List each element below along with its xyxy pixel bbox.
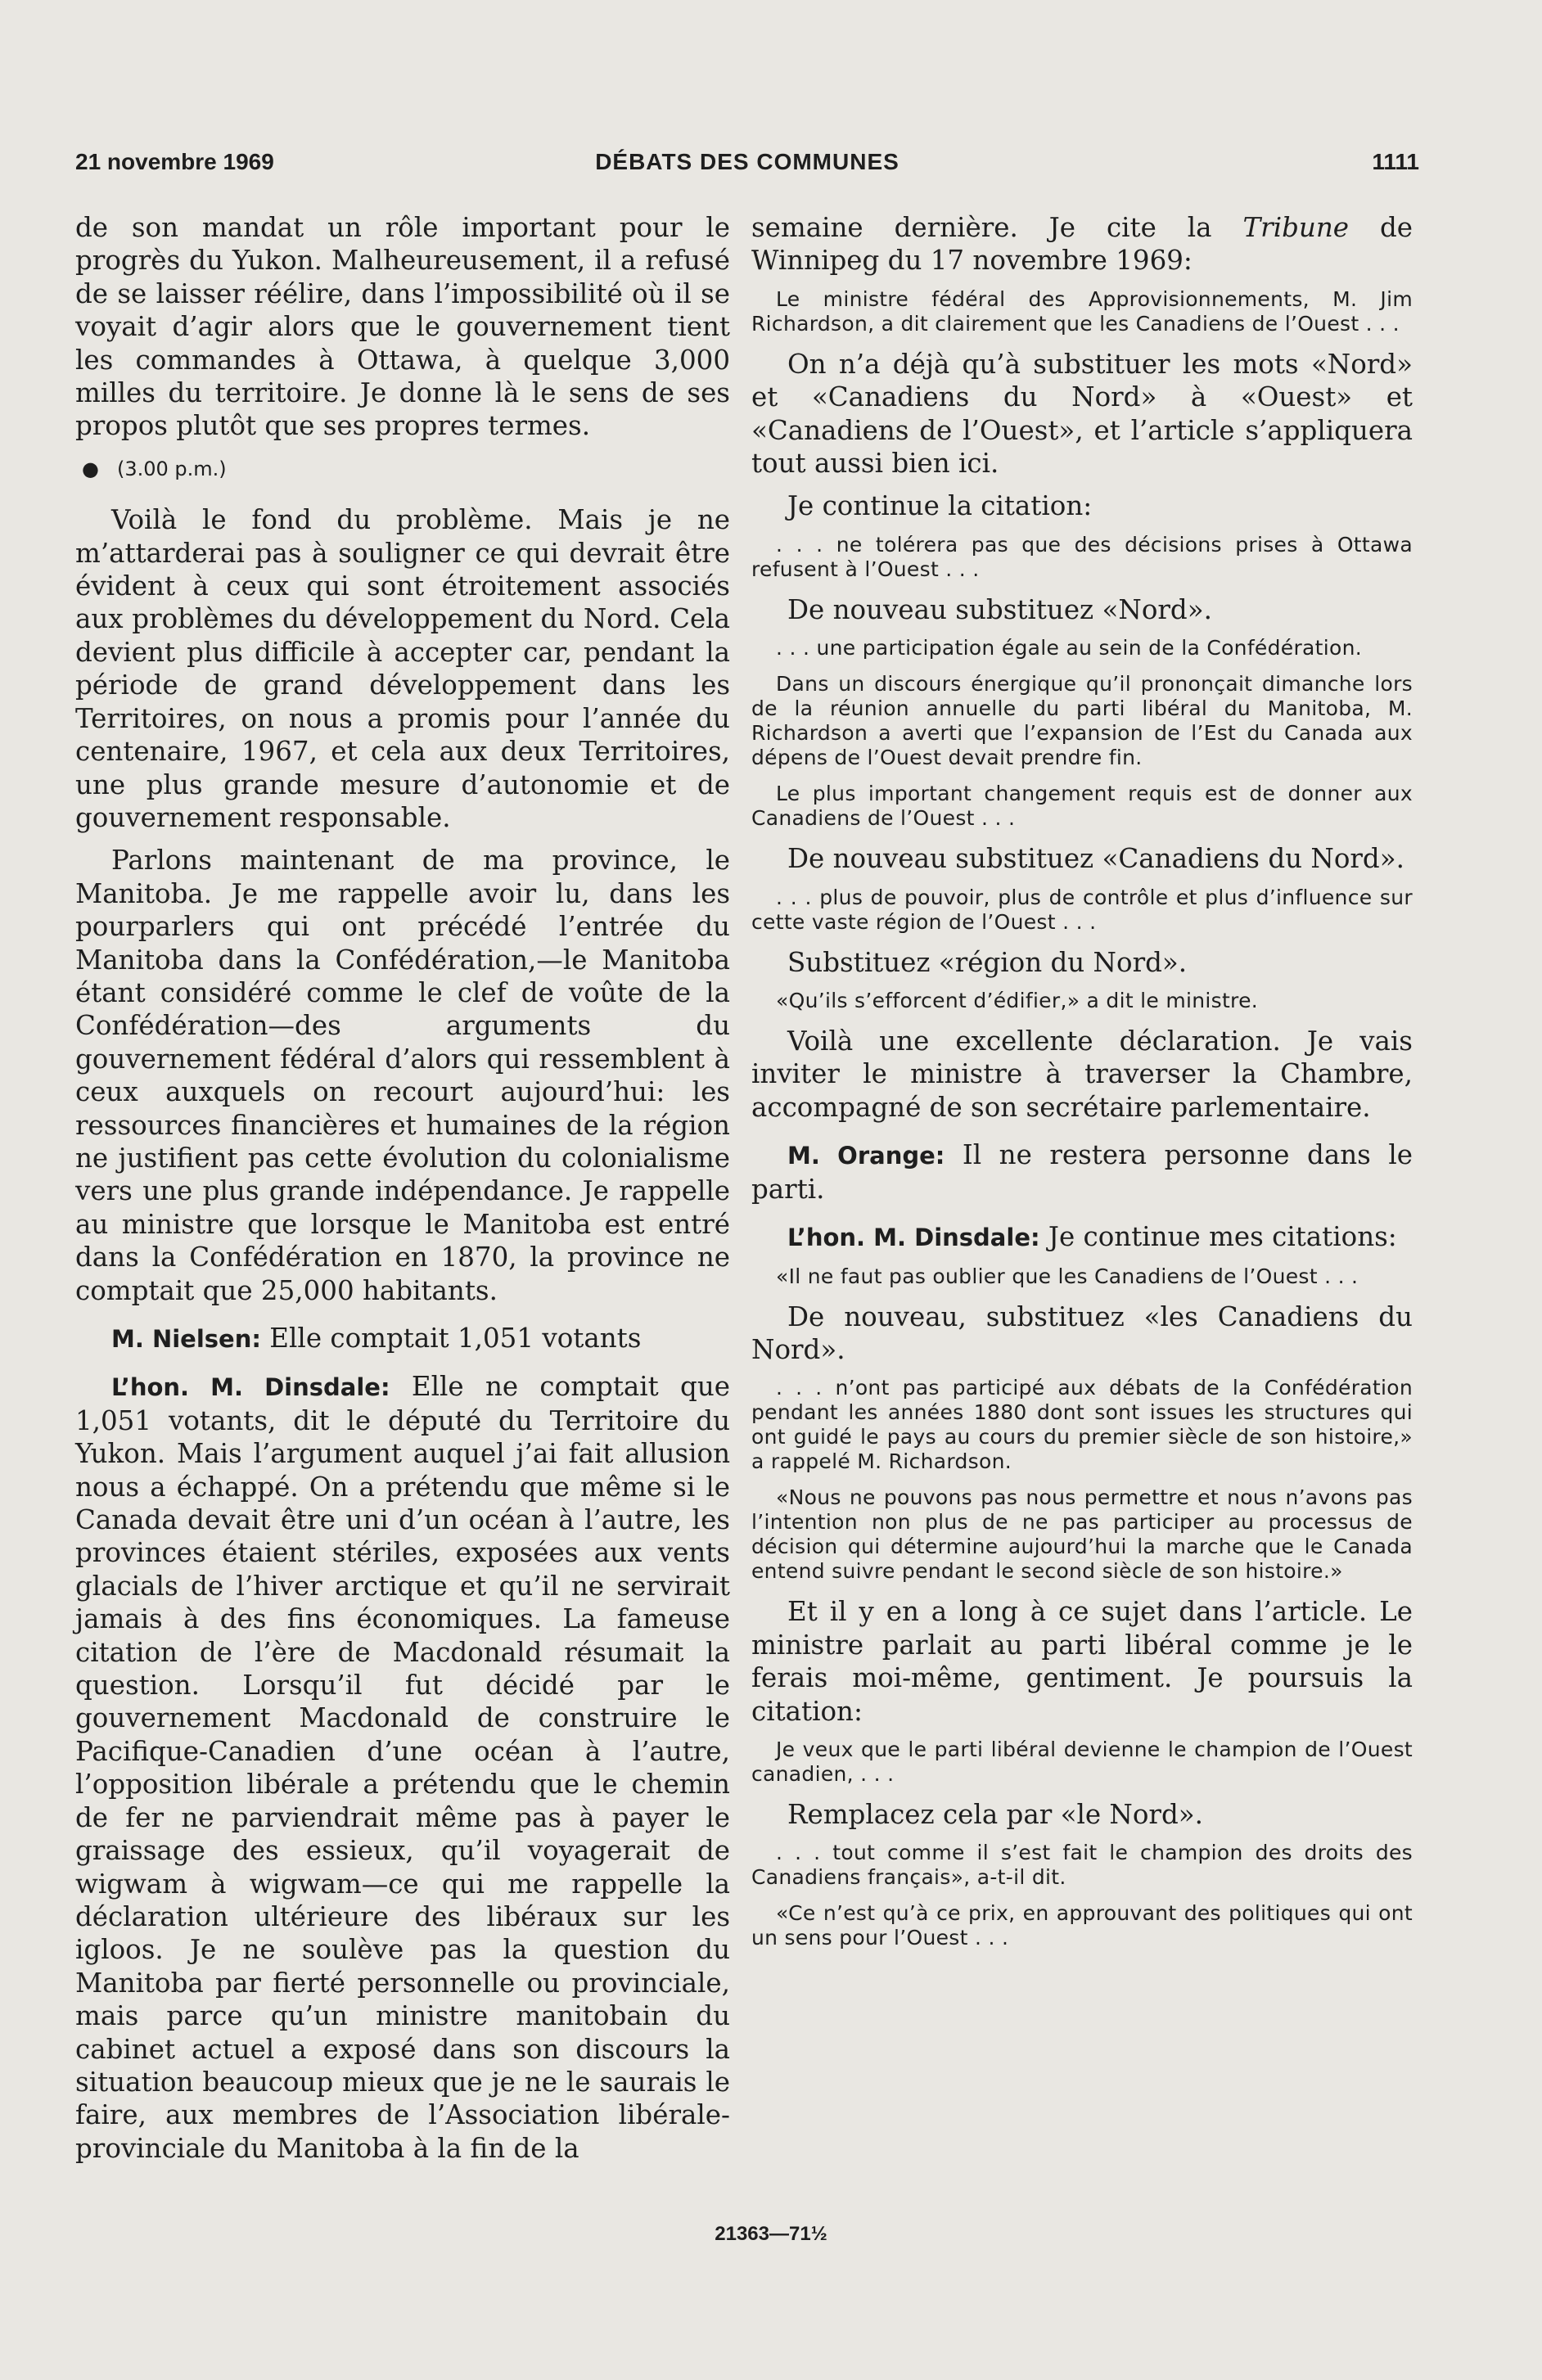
footer-code: 21363—71½ xyxy=(715,2223,827,2245)
quotation: Le plus important changement requis est de donner aux Canadiens de l’Ouest . . . xyxy=(751,782,1413,831)
paragraph: Voilà une excellente déclaration. Je vais inviter le ministre à traverser la Chambre, accompagné de son secrétaire parlementaire. xyxy=(751,1025,1413,1123)
speaker-text: Elle comptait 1,051 votants xyxy=(260,1323,642,1354)
speaker-name: L’hon. M. Dinsdale: xyxy=(787,1224,1040,1252)
paragraph xyxy=(751,211,1413,277)
speaker-paragraph xyxy=(751,1138,1413,1206)
quotation: Dans un discours énergique qu’il prononçait dimanche lors de la réunion annuelle du parti libéral du Manitoba, M. Richardson a averti que l’expansion de l’Est du Canada aux dépens de l’Ouest devait prendre fin. xyxy=(751,672,1413,770)
paragraph: Substituez «région du Nord». xyxy=(787,946,1188,978)
speaker-name: M. Orange: xyxy=(787,1142,945,1170)
left-column xyxy=(75,211,730,2175)
quotation: . . . tout comme il s’est fait le champion des droits des Canadiens français», a-t-il dit. xyxy=(751,1841,1413,1890)
paragraph: Je continue la citation: xyxy=(787,490,1093,522)
quotation: «Nous ne pouvons pas nous permettre et nous n’avons pas l’intention non plus de ne pas participer au processus de décision qui détermine aujourd’hui la marche que le Canada entend suivre pendant le second siècle de son histoire.» xyxy=(751,1485,1413,1584)
paragraph: De nouveau substituez «Canadiens du Nord». xyxy=(787,843,1404,875)
quotation: . . . ne tolérera pas que des décisions prises à Ottawa refusent à l’Ouest . . . xyxy=(751,532,1413,581)
speaker-paragraph xyxy=(75,1322,730,1355)
quotation: . . . n’ont pas participé aux débats de la Confédération pendant les années 1880 dont sont issues les structures qui ont guidé le pays au cours du premier siècle de son histoire,» a rappelé M. Richardson. xyxy=(751,1376,1413,1474)
paragraph: Et il y en a long à ce sujet dans l’article. Le ministre parlait au parti libéral comme je le ferais moi-même, gentiment. Je poursuis la citation: xyxy=(751,1596,1413,1727)
paragraph: De nouveau, substituez «les Canadiens du Nord». xyxy=(751,1300,1413,1365)
paragraph: On n’a déjà qu’à substituer les mots «Nord» et «Canadiens du Nord» à «Ouest» et «Canadiens de l’Ouest», et l’article s’appliquera tout aussi bien ici. xyxy=(751,348,1413,480)
running-head xyxy=(75,149,1419,190)
time-marker-text: (3.00 p.m.) xyxy=(116,457,227,480)
speaker-paragraph xyxy=(75,1370,730,2165)
quotation: Je veux que le parti libéral devienne le champion de l’Ouest canadien, . . . xyxy=(751,1737,1413,1786)
speaker-name: M. Nielsen: xyxy=(111,1325,261,1353)
paragraph: Parlons maintenant de ma province, le Manitoba. Je me rappelle avoir lu, dans les pourparlers qui ont précédé l’entrée du Manitoba dans la Confédération,—le Manitoba étant considéré comme le clef de voûte de la Confédération—des arguments du gouvernement fédéral d’alors qui ressemblent à ceux auxquels on recourt aujourd’hui: les ressources financières et humaines de la région ne justifient pas cette évolution du colonialisme vers une plus grande indépendance. Je rappelle au ministre que lorsque le Manitoba est entré dans la Confédération en 1870, la province ne comptait que 25,000 habitants. xyxy=(75,845,730,1306)
paragraph-text: semaine dernière. Je cite la xyxy=(751,212,1243,243)
paragraph: Remplacez cela par «le Nord». xyxy=(787,1798,1203,1830)
right-column xyxy=(751,211,1413,1962)
speaker-text: Elle ne comptait que 1,051 votants, dit le député du Territoire du Yukon. Mais l’argument auquel j’ai fait allusion nous a échappé. On a prétendu que même si le Canada devait être uni d’un océan à l’autre, les provinces étaient stériles, exposées aux vents glacials de l’hiver arctique et qu’il ne servirait jamais à des fins économiques. La fameuse citation de l’ère de Macdonald résumait la question. Lorsqu’il fut décidé par le gouvernement Macdonald de construire le Pacifique-Canadien d’une océan à l’autre, l’opposition libérale a prétendu que le chemin de fer ne parviendrait même pas à payer le graissage des essieux, qu’il voyagerait de wigwam à wigwam—ce qui me rappelle la déclaration ultérieure des libéraux sur les igloos. Je ne soulève pas la question du Manitoba par fierté personnelle ou provinciale, mais parce qu’un ministre manitobain du cabinet actuel a exposé dans son discours la situation beaucoup mieux que je ne le saurais le faire, aux membres de l’Association libérale-provinciale du Manitoba à la fin de la xyxy=(75,1371,730,2164)
paragraph-text: de Winnipeg du 17 novembre 1969: xyxy=(751,212,1413,277)
speaker-name: L’hon. M. Dinsdale: xyxy=(111,1373,390,1402)
speaker-text: Il ne restera personne dans le parti. xyxy=(751,1139,1413,1205)
header-title: DÉBATS DES COMMUNES xyxy=(595,149,900,174)
header-date: 21 novembre 1969 xyxy=(75,149,274,174)
time-marker xyxy=(75,453,730,485)
quotation: «Qu’ils s’efforcent d’édifier,» a dit le ministre. xyxy=(776,989,1259,1013)
paragraph: De nouveau substituez «Nord». xyxy=(787,593,1212,625)
quotation: «Il ne faut pas oublier que les Canadiens de l’Ouest . . . xyxy=(776,1264,1359,1288)
quotation: Le ministre fédéral des Approvisionnements, M. Jim Richardson, a dit clairement que les Canadiens de l’Ouest . . . xyxy=(751,286,1413,336)
newspaper-title: Tribune xyxy=(1242,212,1350,243)
quotation: . . . plus de pouvoir, plus de contrôle et plus d’influence sur cette vaste région de l’Ouest . . . xyxy=(751,885,1413,934)
quotation: . . . une participation égale au sein de la Confédération. xyxy=(776,636,1362,660)
header-page-number: 1111 xyxy=(1372,149,1419,174)
speaker-paragraph xyxy=(751,1220,1413,1254)
bullet-icon: ● xyxy=(82,457,99,480)
quotation: «Ce n’est qu’à ce prix, en approuvant des politiques qui ont un sens pour l’Ouest . . . xyxy=(751,1901,1413,1950)
paragraph: Voilà le fond du problème. Mais je ne m’attarderai pas à souligner ce qui devrait être évident à ceux qui sont étroitement associés aux problèmes du développement du Nord. Cela devient plus difficile à accepter car, pendant la période de grand développement dans les Territoires, on nous a promis pour l’année du centenaire, 1967, et cela aux deux Territoires, une plus grande mesure d’autonomie et de gouvernement responsable. xyxy=(75,504,730,833)
paragraph: de son mandat un rôle important pour le progrès du Yukon. Malheureusement, il a refusé de se laisser réélire, dans l’impossibilité où il se voyait d’agir alors que le gouvernement tient les commandes à Ottawa, à quelque 3,000 milles du territoire. Je donne là le sens de ses propos plutôt que ses propres termes. xyxy=(75,212,730,442)
speaker-text: Je continue mes citations: xyxy=(1039,1221,1397,1253)
